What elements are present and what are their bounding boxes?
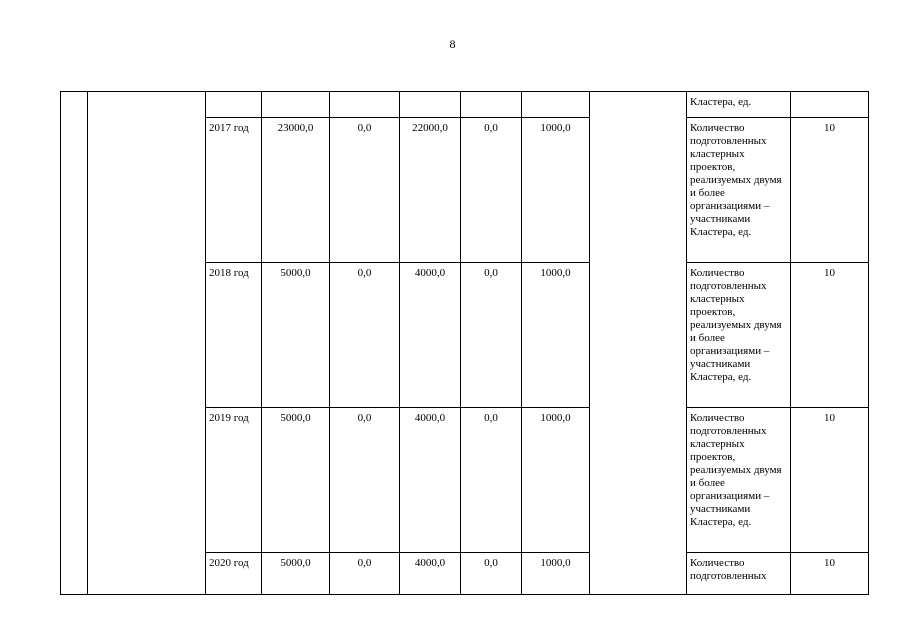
cell-activity-name: [88, 92, 206, 595]
cell-other: 1000,0: [522, 263, 590, 408]
cell-row-number: [61, 92, 88, 595]
cell-local: [461, 92, 522, 118]
cell-other: 1000,0: [522, 408, 590, 553]
table-row-continuation: [61, 92, 869, 118]
program-financing-table: [60, 91, 869, 595]
cell-total: 5000,0: [262, 553, 330, 595]
cell-year: 2018 год: [206, 263, 262, 408]
cell-regional: 4000,0: [400, 553, 461, 595]
cell-local: 0,0: [461, 263, 522, 408]
cell-year: 2020 год: [206, 553, 262, 595]
cell-local: 0,0: [461, 408, 522, 553]
cell-federal: [330, 92, 400, 118]
cell-year: [206, 92, 262, 118]
cell-regional: 22000,0: [400, 118, 461, 263]
cell-regional: [400, 92, 461, 118]
cell-federal: 0,0: [330, 553, 400, 595]
cell-indicator: Кластера, ед.: [687, 92, 791, 118]
cell-indicator: Количество подготовленных: [687, 553, 791, 595]
cell-regional: 4000,0: [400, 263, 461, 408]
cell-year: 2017 год: [206, 118, 262, 263]
cell-local: 0,0: [461, 118, 522, 263]
cell-federal: 0,0: [330, 118, 400, 263]
cell-federal: 0,0: [330, 263, 400, 408]
cell-other: 1000,0: [522, 118, 590, 263]
cell-indicator-value: 10: [791, 553, 869, 595]
cell-indicator-value: 10: [791, 263, 869, 408]
cell-other: 1000,0: [522, 553, 590, 595]
cell-local: 0,0: [461, 553, 522, 595]
cell-regional: 4000,0: [400, 408, 461, 553]
cell-indicator-value: 10: [791, 118, 869, 263]
cell-executor: [590, 92, 687, 595]
cell-indicator-value: 10: [791, 408, 869, 553]
cell-indicator: Количество подготовленных кластерных проектов, реализуемых двумя и более организациями – участниками Кластера, ед.: [687, 118, 791, 263]
cell-total: 5000,0: [262, 263, 330, 408]
cell-other: [522, 92, 590, 118]
page-number: 8: [449, 37, 456, 51]
cell-total: 5000,0: [262, 408, 330, 553]
cell-indicator: Количество подготовленных кластерных проектов, реализуемых двумя и более организациями – участниками Кластера, ед.: [687, 263, 791, 408]
cell-indicator: Количество подготовленных кластерных проектов, реализуемых двумя и более организациями – участниками Кластера, ед.: [687, 408, 791, 553]
cell-federal: 0,0: [330, 408, 400, 553]
cell-total: 23000,0: [262, 118, 330, 263]
cell-year: 2019 год: [206, 408, 262, 553]
cell-indicator-value: [791, 92, 869, 118]
cell-total: [262, 92, 330, 118]
